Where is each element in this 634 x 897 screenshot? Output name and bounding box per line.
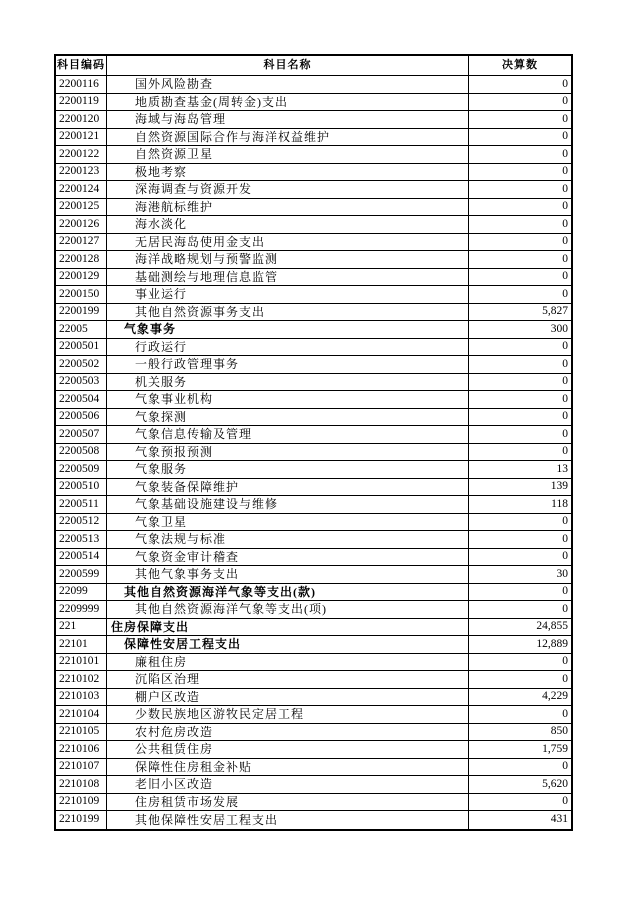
row-subject-code: 2210107 bbox=[56, 759, 107, 776]
row-subject-code: 2210106 bbox=[56, 741, 107, 758]
column-header-final-amount: 决算数 bbox=[502, 59, 538, 71]
row-final-amount: 0 bbox=[562, 182, 568, 195]
table-row bbox=[56, 269, 571, 287]
row-subject-code: 2200506 bbox=[56, 409, 107, 426]
table-row bbox=[56, 409, 571, 427]
row-subject-code: 2210109 bbox=[56, 794, 107, 811]
row-subject-code: 2210199 bbox=[56, 811, 107, 829]
row-subject-name: 农村危房改造 bbox=[107, 724, 469, 741]
row-subject-name: 住房保障支出 bbox=[107, 619, 469, 636]
row-subject-code: 2200509 bbox=[56, 461, 107, 478]
row-subject-name: 机关服务 bbox=[107, 374, 469, 391]
row-final-amount: 4,229 bbox=[542, 690, 568, 702]
row-subject-code: 2200514 bbox=[56, 549, 107, 566]
row-subject-name: 气象事业机构 bbox=[107, 391, 469, 408]
row-subject-name: 保障性安居工程支出 bbox=[107, 636, 469, 653]
row-final-amount: 0 bbox=[562, 252, 568, 265]
table-row bbox=[56, 479, 571, 497]
row-subject-name: 其他保障性安居工程支出 bbox=[107, 811, 469, 829]
row-subject-code: 2200502 bbox=[56, 356, 107, 373]
row-subject-name: 沉陷区治理 bbox=[107, 671, 469, 688]
row-subject-code: 2200123 bbox=[56, 164, 107, 181]
table-row bbox=[56, 321, 571, 339]
row-subject-name: 公共租赁住房 bbox=[107, 741, 469, 758]
row-subject-name: 事业运行 bbox=[107, 286, 469, 303]
row-subject-name: 一般行政管理事务 bbox=[107, 356, 469, 373]
table-row bbox=[56, 566, 571, 584]
table-row bbox=[56, 339, 571, 357]
table-row bbox=[56, 251, 571, 269]
row-subject-name: 基础测绘与地理信息监管 bbox=[107, 269, 469, 286]
row-subject-code: 2200501 bbox=[56, 339, 107, 356]
table-row bbox=[56, 654, 571, 672]
row-final-amount: 0 bbox=[562, 235, 568, 247]
row-final-amount: 139 bbox=[550, 480, 568, 492]
table-row bbox=[56, 391, 571, 409]
row-subject-name: 气象探测 bbox=[107, 409, 469, 426]
row-subject-code: 2200508 bbox=[56, 444, 107, 461]
budget-table bbox=[54, 54, 573, 831]
row-subject-name: 少数民族地区游牧民定居工程 bbox=[107, 706, 469, 723]
table-body bbox=[56, 76, 571, 829]
row-subject-name: 气象装备保障维护 bbox=[107, 479, 469, 496]
row-subject-name: 自然资源卫星 bbox=[107, 146, 469, 163]
row-subject-code: 2200121 bbox=[56, 129, 107, 146]
row-final-amount: 0 bbox=[562, 375, 568, 387]
row-subject-name: 气象法规与标准 bbox=[107, 531, 469, 548]
row-final-amount: 0 bbox=[562, 532, 568, 545]
row-final-amount: 5,827 bbox=[542, 305, 568, 317]
table-row bbox=[56, 129, 571, 147]
row-subject-code: 2200122 bbox=[56, 146, 107, 163]
row-final-amount: 0 bbox=[562, 515, 568, 527]
row-final-amount: 0 bbox=[562, 165, 568, 177]
row-subject-code: 2200507 bbox=[56, 426, 107, 443]
table-row bbox=[56, 234, 571, 252]
row-subject-code: 2200513 bbox=[56, 531, 107, 548]
table-row bbox=[56, 356, 571, 374]
table-row bbox=[56, 444, 571, 462]
row-subject-name: 极地考察 bbox=[107, 164, 469, 181]
row-subject-code: 2200126 bbox=[56, 216, 107, 233]
row-subject-code: 2200129 bbox=[56, 269, 107, 286]
table-row bbox=[56, 601, 571, 619]
table-row bbox=[56, 514, 571, 532]
table-row bbox=[56, 426, 571, 444]
row-subject-name: 气象服务 bbox=[107, 461, 469, 478]
table-row bbox=[56, 671, 571, 689]
row-subject-name: 气象卫星 bbox=[107, 514, 469, 531]
column-header-subject-name: 科目名称 bbox=[107, 56, 469, 75]
row-final-amount: 0 bbox=[562, 217, 568, 230]
table-row bbox=[56, 374, 571, 392]
row-final-amount: 0 bbox=[562, 287, 568, 300]
table-row bbox=[56, 216, 571, 234]
row-final-amount: 0 bbox=[562, 550, 568, 562]
row-subject-code: 2210105 bbox=[56, 724, 107, 741]
row-subject-name: 海水淡化 bbox=[107, 216, 469, 233]
row-subject-code: 2200512 bbox=[56, 514, 107, 531]
row-final-amount: 0 bbox=[562, 760, 568, 772]
row-final-amount: 850 bbox=[550, 725, 568, 737]
row-subject-name: 其他自然资源海洋气象等支出(项) bbox=[107, 601, 469, 618]
row-subject-name: 气象信息传输及管理 bbox=[107, 426, 469, 443]
table-row bbox=[56, 794, 571, 812]
row-subject-code: 2200120 bbox=[56, 111, 107, 128]
row-final-amount: 0 bbox=[562, 95, 568, 107]
row-subject-code: 2200199 bbox=[56, 304, 107, 321]
column-header-subject-code: 科目编码 bbox=[56, 56, 107, 75]
table-header-row bbox=[56, 56, 571, 76]
row-subject-name: 海港航标维护 bbox=[107, 199, 469, 216]
row-final-amount: 1,759 bbox=[542, 742, 568, 755]
table-row bbox=[56, 619, 571, 637]
table-row bbox=[56, 76, 571, 94]
row-final-amount: 0 bbox=[562, 112, 568, 125]
row-subject-code: 221 bbox=[56, 619, 107, 636]
table-row bbox=[56, 146, 571, 164]
row-subject-code: 22101 bbox=[56, 636, 107, 653]
row-subject-name: 气象基础设施建设与维修 bbox=[107, 496, 469, 513]
row-final-amount: 0 bbox=[562, 427, 568, 440]
row-final-amount: 30 bbox=[556, 567, 568, 580]
row-subject-code: 2200125 bbox=[56, 199, 107, 216]
row-subject-name: 保障性住房租金补贴 bbox=[107, 759, 469, 776]
table-row bbox=[56, 94, 571, 112]
row-subject-name: 地质勘查基金(周转金)支出 bbox=[107, 94, 469, 111]
row-final-amount: 0 bbox=[562, 392, 568, 405]
row-subject-code: 2209999 bbox=[56, 601, 107, 618]
row-subject-code: 2200599 bbox=[56, 566, 107, 583]
table-row bbox=[56, 286, 571, 304]
table-row bbox=[56, 636, 571, 654]
row-subject-code: 2200128 bbox=[56, 251, 107, 268]
row-final-amount: 0 bbox=[562, 410, 568, 422]
row-final-amount: 5,620 bbox=[542, 777, 568, 790]
row-subject-code: 2210101 bbox=[56, 654, 107, 671]
row-final-amount: 12,889 bbox=[536, 637, 568, 650]
row-subject-name: 其他气象事务支出 bbox=[107, 566, 469, 583]
row-subject-name: 自然资源国际合作与海洋权益维护 bbox=[107, 129, 469, 146]
table-row bbox=[56, 759, 571, 777]
row-final-amount: 431 bbox=[550, 813, 568, 825]
row-final-amount: 0 bbox=[562, 585, 568, 597]
row-subject-name: 其他自然资源事务支出 bbox=[107, 304, 469, 321]
table-row bbox=[56, 689, 571, 707]
row-final-amount: 0 bbox=[562, 77, 568, 90]
row-final-amount: 0 bbox=[562, 130, 568, 142]
table-row bbox=[56, 181, 571, 199]
row-final-amount: 13 bbox=[556, 462, 568, 475]
row-final-amount: 0 bbox=[562, 672, 568, 685]
table-row bbox=[56, 496, 571, 514]
row-final-amount: 0 bbox=[562, 147, 568, 160]
table-row bbox=[56, 304, 571, 322]
row-subject-name: 国外风险勘查 bbox=[107, 76, 469, 93]
table-row bbox=[56, 531, 571, 549]
row-final-amount: 0 bbox=[562, 200, 568, 212]
row-subject-code: 2200116 bbox=[56, 76, 107, 93]
row-subject-code: 2210103 bbox=[56, 689, 107, 706]
row-final-amount: 0 bbox=[562, 655, 568, 667]
table-row bbox=[56, 111, 571, 129]
table-row bbox=[56, 164, 571, 182]
table-row bbox=[56, 549, 571, 567]
row-subject-code: 2200150 bbox=[56, 286, 107, 303]
table-row bbox=[56, 199, 571, 217]
table-row bbox=[56, 706, 571, 724]
table-row bbox=[56, 461, 571, 479]
row-final-amount: 0 bbox=[562, 707, 568, 720]
row-subject-code: 2200504 bbox=[56, 391, 107, 408]
row-subject-name: 棚户区改造 bbox=[107, 689, 469, 706]
row-subject-name: 廉租住房 bbox=[107, 654, 469, 671]
row-subject-name: 住房租赁市场发展 bbox=[107, 794, 469, 811]
row-subject-name: 其他自然资源海洋气象等支出(款) bbox=[107, 584, 469, 601]
row-final-amount: 0 bbox=[562, 357, 568, 370]
row-subject-name: 海洋战略规划与预警监测 bbox=[107, 251, 469, 268]
table-row bbox=[56, 724, 571, 742]
row-subject-name: 行政运行 bbox=[107, 339, 469, 356]
row-subject-name: 无居民海岛使用金支出 bbox=[107, 234, 469, 251]
row-subject-name: 气象事务 bbox=[107, 321, 469, 338]
row-subject-code: 22005 bbox=[56, 321, 107, 338]
row-final-amount: 0 bbox=[562, 270, 568, 282]
row-final-amount: 24,855 bbox=[536, 620, 568, 632]
row-subject-code: 2200511 bbox=[56, 496, 107, 513]
row-final-amount: 0 bbox=[562, 795, 568, 807]
row-subject-code: 2210102 bbox=[56, 671, 107, 688]
row-subject-name: 气象预报预测 bbox=[107, 444, 469, 461]
row-subject-name: 海域与海岛管理 bbox=[107, 111, 469, 128]
row-subject-name: 深海调查与资源开发 bbox=[107, 181, 469, 198]
row-subject-code: 2210108 bbox=[56, 776, 107, 793]
table-row bbox=[56, 584, 571, 602]
row-final-amount: 0 bbox=[562, 602, 568, 615]
row-subject-code: 22099 bbox=[56, 584, 107, 601]
row-subject-code: 2200124 bbox=[56, 181, 107, 198]
table-row bbox=[56, 811, 571, 829]
row-subject-code: 2200503 bbox=[56, 374, 107, 391]
table-row bbox=[56, 776, 571, 794]
row-final-amount: 0 bbox=[562, 340, 568, 352]
row-subject-name: 老旧小区改造 bbox=[107, 776, 469, 793]
row-subject-code: 2200119 bbox=[56, 94, 107, 111]
row-final-amount: 0 bbox=[562, 445, 568, 457]
row-subject-code: 2200127 bbox=[56, 234, 107, 251]
row-subject-name: 气象资金审计稽查 bbox=[107, 549, 469, 566]
row-subject-code: 2210104 bbox=[56, 706, 107, 723]
row-subject-code: 2200510 bbox=[56, 479, 107, 496]
row-final-amount: 118 bbox=[551, 497, 568, 510]
table-row bbox=[56, 741, 571, 759]
row-final-amount: 300 bbox=[550, 322, 568, 335]
